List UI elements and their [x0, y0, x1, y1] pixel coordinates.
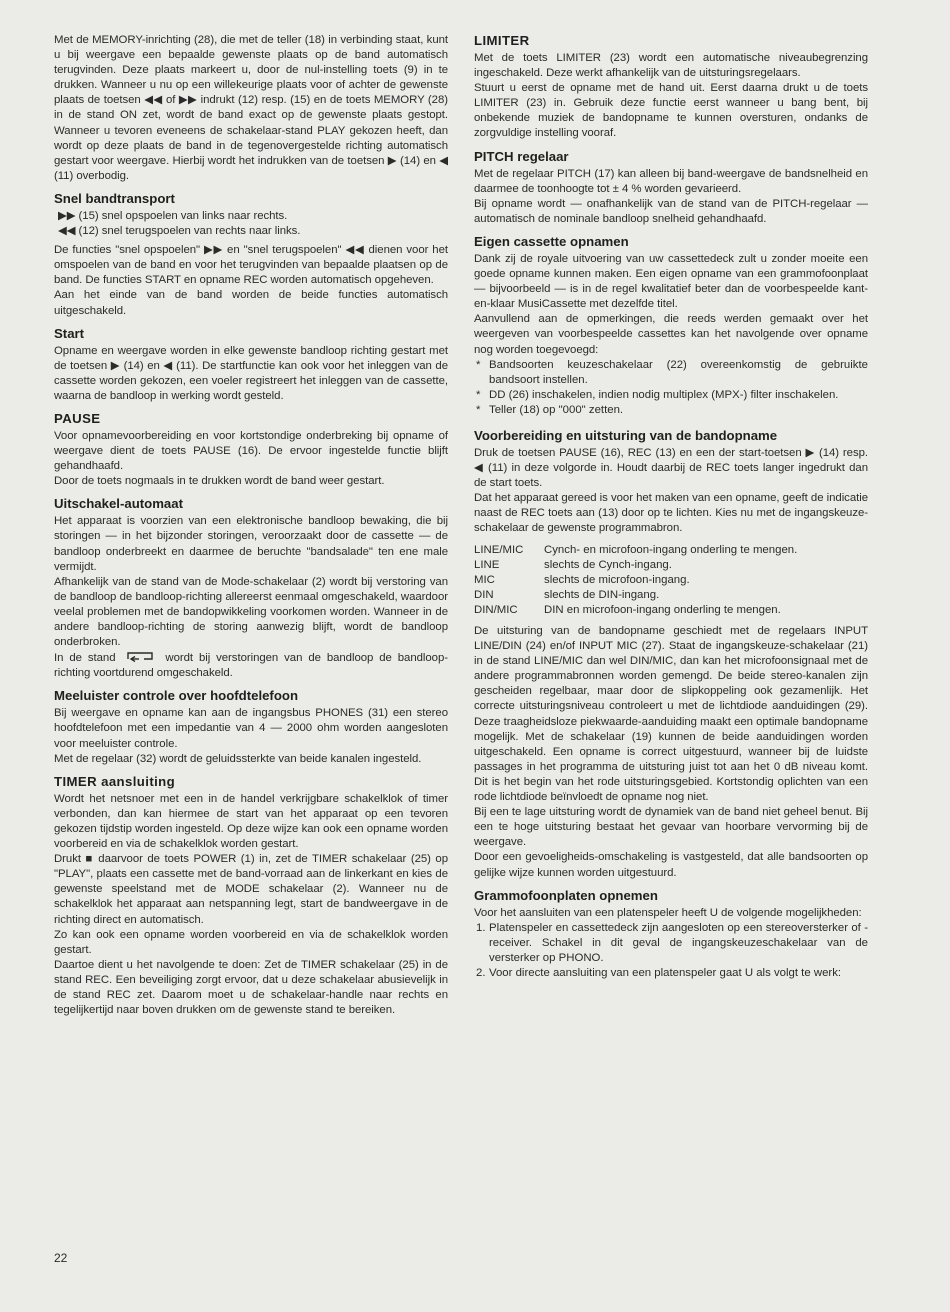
pitch-paragraph-2: Bij opname wordt — onafhankelijk van de stand van de PITCH-regelaar — automatisch de nominale bandloop snelheid gehandhaafd.: [474, 197, 868, 225]
input-key: DIN: [474, 588, 494, 601]
input-key: DIN/MIC: [474, 603, 518, 616]
meel-paragraph-2: Met de regelaar (32) wordt de geluidssterkte van beide kanalen ingesteld.: [54, 752, 422, 765]
timer-paragraph-3: Zo kan ook een opname worden voorbereid en via de schakelklok worden gestart.: [54, 928, 448, 956]
list-item: [474, 403, 868, 418]
uit-paragraph-2: Afhankelijk van de stand van de Mode-schakelaar (2) wordt bij verstoring van de bandloop de bandloop-richting allereerst eenmaal omgeschakeld, waardoor veelal problemen met de bandopwikkeling voorkomen worden. Wanneer in de andere bandloop-richting de storing aanwezig blijft, wordt de bandloop onderbroken.: [54, 575, 448, 649]
list-item: [474, 921, 868, 966]
bullet-text: Bandsoorten keuzeschakelaar (22) overeenkomstig de gebruikte bandsoort instellen.: [489, 358, 868, 386]
input-key: LINE: [474, 558, 500, 571]
right-column: [474, 33, 868, 981]
list-item: [474, 966, 868, 981]
list-text: Platenspeler en cassettedeck zijn aangesloten op een stereoversterker of -receiver. Schakel in dit geval de ingangskeuzeschakelaar van de versterker op PHONO.: [489, 921, 868, 964]
list-number: 1.: [476, 921, 486, 934]
page-number: 22: [54, 1251, 68, 1265]
voor-paragraph-2: Dat het apparaat gereed is voor het maken van een opname, geeft de indicatie naast de REC toets aan (13) door op te lichten. Kies nu met de ingangskeuze-schakelaar de gewenste programmabron.: [474, 492, 868, 535]
snel-paragraph-2: Aan het einde van de band worden de beide functies automatisch uitgeschakeld.: [54, 289, 448, 317]
limiter-paragraph-1: Met de toets LIMITER (23) wordt een automatische niveaubegrenzing ingeschakeld. Deze werkt afhankelijk van de uitsturingsregelaars.: [474, 52, 868, 80]
heading-voorbereiding: Voorbereiding en uitsturing van de bandopname: [474, 427, 778, 443]
list-text: Voor directe aansluiting van een platenspeler gaat U als volgt te werk:: [489, 966, 842, 979]
input-key: LINE/MIC: [474, 543, 524, 556]
input-desc: slechts de microfoon-ingang.: [544, 573, 690, 586]
left-column: [54, 33, 448, 1018]
uit-paragraph-3-start: In de stand: [54, 652, 116, 665]
eigen-bullet-list: [474, 358, 868, 418]
pause-paragraph-1: Voor opnamevoorbereiding en voor kortstondige onderbreking bij opname of weergave dient de toets PAUSE (16). De ervoor ingestelde functie blijft gehandhaafd.: [54, 429, 448, 473]
timer-paragraph-4: Daartoe dient u het navolgende te doen: Zet de TIMER schakelaar (25) in de stand REC. Een beveiliging zorgt ervoor, dat u deze schakelaar abusievelijk in de stand REC zet. Daarom moet u de schakelaar-handle naar rechts en tegelijkertijd naar boven drukken om de gewenste stand te bereiken.: [54, 958, 448, 1017]
heading-eigen-cassette: Eigen cassette opnamen: [474, 233, 629, 249]
snel-line-rewind: ◀◀ (12) snel terugspoelen van rechts naar links.: [58, 225, 301, 238]
bullet-text: Teller (18) op "000" zetten.: [489, 403, 624, 416]
voor-paragraph-4: Bij een te lage uitsturing wordt de dynamiek van de band niet geheel benut. Bij een te hoge uitsturing bestaat het gevaar van hoorbare vervorming bij de weergave.: [474, 806, 868, 849]
timer-paragraph-2: Drukt ■ daarvoor de toets POWER (1) in, zet de TIMER schakelaar (25) op "PLAY", plaats een cassette met de band-vorraad aan de linkerkant en kies de gewenste speelstand met de MODE schakelaar (2). Wanneer nu de schakelklok het apparaat aan netspanning legt, start de bandweergave in de richting direct en automatisch.: [54, 853, 448, 926]
eigen-paragraph-1: Dank zij de royale uitvoering van uw cassettedeck zult u zonder moeite een goede opname kunnen maken. Een eigen opname van een grammofoonplaat — bijvoorbeeld — is in de regel kwalitatief beter dan de voorbespeelde kant-en-klaar MusiCassette met dezelfde titel.: [474, 252, 868, 311]
input-desc: slechts de DIN-ingang.: [544, 588, 660, 601]
snel-paragraph-1: De functies "snel opspoelen" ▶▶ en "snel terugspoelen" ◀◀ dienen voor het omspoelen van de band en voor het terugvinden van bepaalde plaatsen op de band. De functies START en opname REC worden automatisch opgeheven.: [54, 244, 448, 287]
eigen-paragraph-2: Aanvullend aan de opmerkingen, die reeds werden gemaakt over het weergeven van voorbespeelde cassettes kan het navolgende over opname nog worden toegevoegd:: [474, 313, 868, 356]
table-row: [474, 603, 868, 618]
memory-paragraph: Met de MEMORY-inrichting (28), die met de teller (18) in verbinding staat, kunt u bij weergave een bepaalde gewenste plaats op de band automatisch terugvinden. Deze plaats markeert u, door de nul-instelling toets (9) in te drukken. Wanneer u nu op een willekeurige plaats voor of achter de gewenste plaats de toetsen ◀◀ of ▶▶ indrukt (12) resp. (15) en de toets MEMORY (28) in de stand ON zet, wordt de band exact op de gewenste plaats gestopt. Wanneer u tevoren eveneens de schakelaar-stand PLAY gekozen heeft, dan wordt op deze plaats de band in de tegenovergestelde richting automatisch gestart voor weergave. Hierbij wordt het indrukken van de toetsen ▶ (14) en ◀ (11) overbodig.: [54, 34, 448, 182]
bullet-text: DD (26) inschakelen, indien nodig multiplex (MPX-) filter inschakelen.: [489, 388, 839, 401]
list-number: 2.: [476, 966, 486, 979]
input-desc: slechts de Cynch-ingang.: [544, 558, 672, 571]
meel-paragraph-1: Bij weergave en opname kan aan de ingangsbus PHONES (31) een stereo hoofdtelefoon met een impedantie van 4 — 2000 ohm worden aangesloten voor meeluister controle.: [54, 707, 448, 750]
limiter-paragraph-2: Stuurt u eerst de opname met de hand uit. Eerst daarna drukt u de toets LIMITER (23) in. Gebruik deze functie eerst wanneer u bang bent, bij onbekende muziek de bandopname te kunnen oversturen, ondanks de zorgvuldige instelling vooraf.: [474, 82, 868, 140]
heading-timer: TIMER aansluiting: [54, 773, 176, 789]
table-row: [474, 588, 868, 603]
input-key: MIC: [474, 573, 495, 586]
uit-paragraph-1: Het apparaat is voorzien van een elektronische bandloop bewaking, die bij storingen — in het bijzonder storingen, veroorzaakt door de cassette — de bandloop onderbreekt en daarmee de beruchte "bandsalade" ten ene male vermijdt.: [54, 515, 448, 573]
heading-grammofoonplaten: Grammofoonplaten opnemen: [474, 887, 658, 903]
gram-paragraph-1: Voor het aansluiten van een platenspeler heeft U de volgende mogelijkheden:: [474, 906, 862, 919]
start-paragraph: Opname en weergave worden in elke gewenste bandloop richting gestart met de toetsen ▶ (14) en ◀ (11). De startfunctie kan ook voor het inleggen van de cassette worden gekozen, een voeler registreert het inleggen van de cassette, waarna de bandloop in werking wordt gesteld.: [54, 344, 448, 402]
input-desc: Cynch- en microfoon-ingang onderling te mengen.: [544, 543, 798, 556]
bullet-mark: *: [476, 403, 481, 416]
voor-paragraph-3: De uitsturing van de bandopname geschiedt met de regelaars INPUT LINE/DIN (24) en/of INPUT MIC (27). Staat de ingangskeuze-schakelaar (21) in de stand LINE/MIC dan wel DIN/MIC, dan kan het microfoonsignaal met de andere programmabronnen worden gemengd. De beide stereo-kanalen zijn gescheiden regelbaar, maar door de slipkoppeling ook gezamenlijk. Het correcte uitsturingsniveau controleert u met de lichtdiode aanduidingen (29). Deze traagheidsloze piekwaarde-aanduiding maakt een optimale bandopname mogelijk. Met de schakelaar (19) kunnen de beide aanduidingen worden uitgeschakeld. Een opname is correct uitgestuurd, wanneer bij de luidste passages in het programma de uitsturing juist tot aan het 0 dB niveau komt. Dit is het begin van het rode uitsturingsgebied. Kortstondig oplichten van een rode lichtdiode beïnvloedt de opname nog niet.: [474, 625, 868, 804]
input-desc: DIN en microfoon-ingang onderling te mengen.: [544, 603, 781, 616]
pause-paragraph-2: Door de toets nogmaals in te drukken wordt de band weer gestart.: [54, 475, 385, 488]
heading-limiter: LIMITER: [474, 33, 530, 48]
list-item: [474, 388, 868, 403]
uit-paragraph-3-end: wordt bij verstoringen van de bandloop de bandloop-richting voortdurend omgeschakeld.: [54, 652, 448, 680]
table-row: [474, 543, 868, 558]
heading-start: Start: [54, 325, 85, 341]
bullet-mark: *: [476, 388, 481, 401]
input-selector-table: [474, 543, 868, 618]
uit-paragraph-3: [54, 650, 448, 681]
list-item: [474, 358, 868, 388]
voor-paragraph-1: Druk de toetsen PAUSE (16), REC (13) en een der start-toetsen ▶ (14) resp. ◀ (11) in deze volgorde in. Houdt daarbij de REC toets langer ingedrukt dan de start toets.: [474, 446, 868, 490]
gram-numbered-list: [474, 921, 868, 981]
heading-snel-bandtransport: Snel bandtransport: [54, 190, 175, 206]
continuous-reverse-icon: [125, 650, 155, 663]
heading-pitch: PITCH regelaar: [474, 148, 569, 164]
table-row: [474, 573, 868, 588]
heading-uitschakel-automaat: Uitschakel-automaat: [54, 496, 183, 512]
voor-paragraph-5: Door een gevoeligheids-omschakeling is vastgesteld, dat alle bandsoorten op gelijke wijze kunnen worden uitgestuurd.: [474, 851, 868, 879]
bullet-mark: *: [476, 358, 481, 371]
pitch-paragraph-1: Met de regelaar PITCH (17) kan alleen bij band-weergave de bandsnelheid en daarmee de toonhoogte tot ± 4 % worden gevarieerd.: [474, 167, 868, 195]
heading-pause: PAUSE: [54, 410, 101, 426]
heading-meeluister: Meeluister controle over hoofdtelefoon: [54, 688, 298, 704]
timer-paragraph-1: Wordt het netsnoer met een in de handel verkrijgbare schakelklok of timer verbonden, dan kan hiermee de start van het apparaat op een tevoren gekozen tijdstip worden ingesteld. Op deze wijze kan ook een opname worden voorbereid en via de schakelklok worden gestart.: [54, 792, 448, 851]
table-row: [474, 558, 868, 573]
snel-line-forward: ▶▶ (15) snel opspoelen van links naar rechts.: [58, 209, 288, 222]
